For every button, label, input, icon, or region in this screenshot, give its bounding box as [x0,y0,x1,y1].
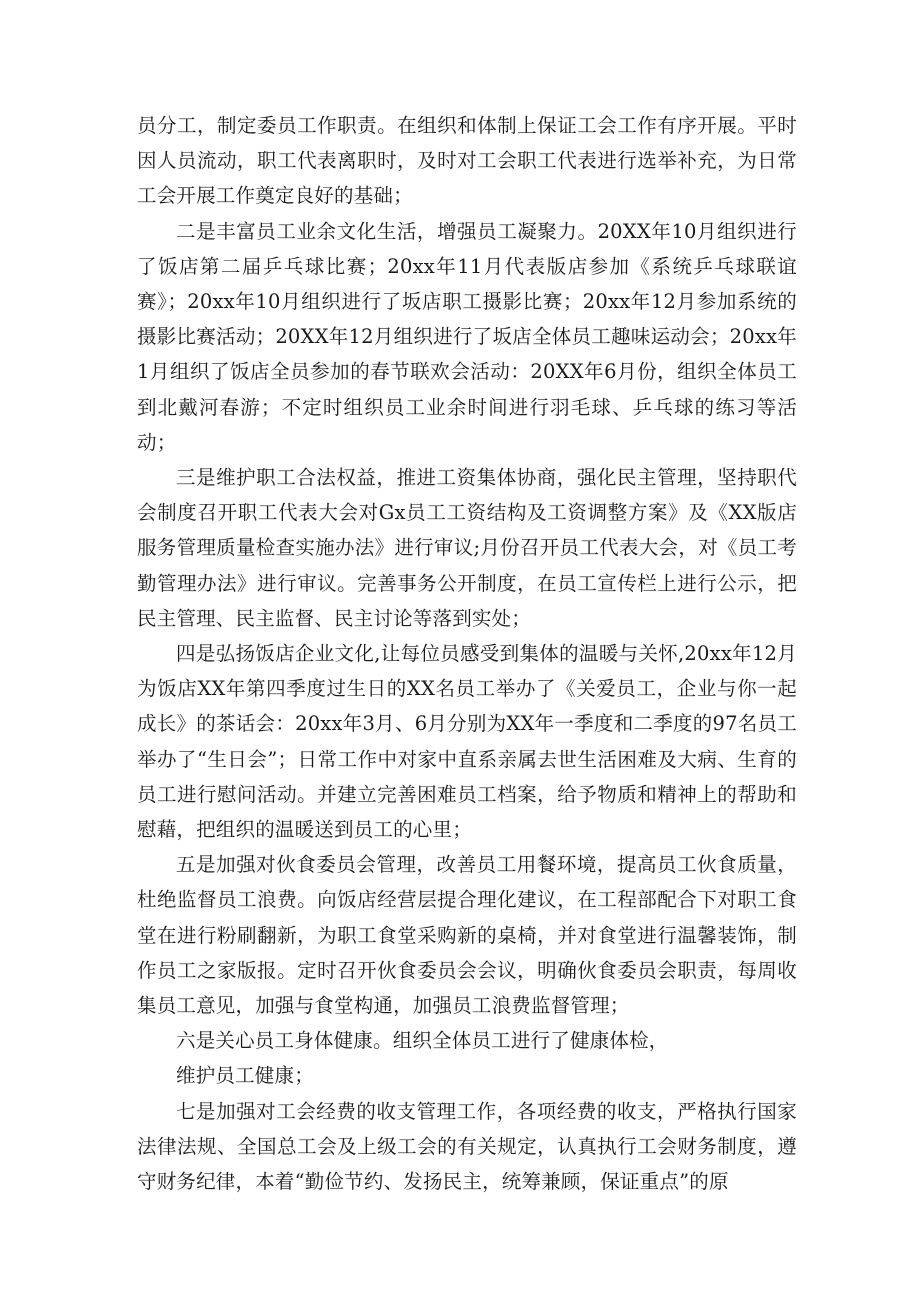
paragraph-health-care-cont: 维护员工健康； [176,1064,314,1088]
paragraph-corporate-culture: 四是弘扬饭店企业文化,让每位员感受到集体的温暖与关怀,20xx年12月为饭店XX年第四季度过生日的XX名员工举办了《关爱员工，企业与你一起成长》的茶话会：20xx年3月、6月分别为XX年一季度和二季度的97名员工举办了“生日会”；日常工作中对家中直系亲属去世生活困难及大病、生育的员工进行慰问活动。并建立完善困难员工档案，给予物质和精神上的帮助和慰藉，把组织的温暖送到员工的心里； [137,642,797,842]
paragraph-cultural-life: 二是丰富员工业余文化生活，增强员工凝聚力。20XX年10月组织进行了饭店第二届乒乓球比赛；20xx年11月代表版店参加《系统乒乓球联谊赛》；20xx年10月组织进行了坂店职工摄影比赛；20xx年12月参加系统的摄影比赛活动；20XX年12月组织进行了坂店全体员工趣味运动会；20xx年1月组织了饭店全员参加的春节联欢会活动：20XX年6月份，组织全体员工到北戴河春游；不定时组织员工业余时间进行羽毛球、乒乓球的练习等活动； [137,219,797,454]
paragraph-health-care: 六是关心员工身体健康。组织全体员工进行了健康体检， [176,1029,669,1053]
paragraph-worker-rights: 三是维护职工合法权益，推进工资集体协商，强化民主管理，坚持职代会制度召开职工代表大会对Gx员工工资结构及工资调整方案》及《XX版店服务管理质量检查实施办法》进行审议;月份召开员工代表大会，对《员工考勤管理办法》进行审议。完善事务公开制度，在员工宣传栏上进行公示，把民主管理、民主监督、民主讨论等落到实处； [137,466,797,630]
document-page [137,108,797,1199]
paragraph-committee-duties: 员分工，制定委员工作职责。在组织和体制上保证工会工作有序开展。平时因人员流动，职工代表离职时，及时对工会职工代表进行选举补充，为日常工会开展工作奠定良好的基础； [137,114,797,208]
paragraph-union-funds: 七是加强对工会经费的收支管理工作，各项经费的收支，严格执行国家法律法规、全国总工会及上级工会的有关规定，认真执行工会财务制度，遵守财务纪律，本着“勤俭节约、发扬民主，统筹兼顾，保证重点”的原 [137,1099,797,1194]
paragraph-canteen-committee: 五是加强对伙食委员会管理，改善员工用餐环境，提高员工伙食质量，杜绝监督员工浪费。向饭店经营层提合理化建议，在工程部配合下对职工食堂在进行粉刷翻新，为职工食堂采购新的桌椅，并对食堂进行温馨装饰，制作员工之家版报。定时召开伙食委员会会议，明确伙食委员会职责，每周收集员工意见，加强与食堂构通，加强员工浪费监督管理； [137,853,797,1018]
